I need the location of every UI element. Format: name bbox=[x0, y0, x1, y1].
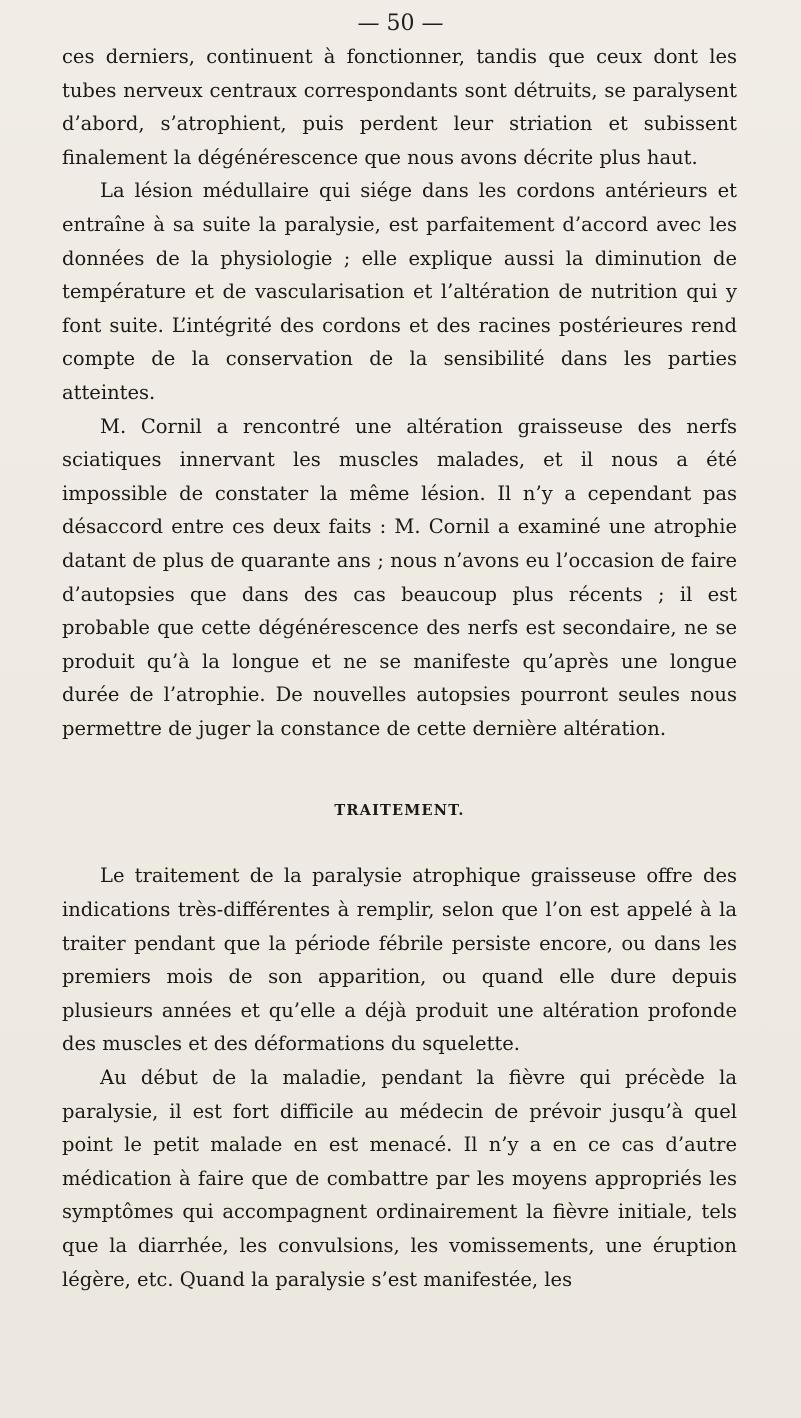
paragraph-cornil: M. Cornil a rencontré une altération graisseuse des nerfs sciatiques innervant les muscles malades, et il nous a été impossible de constater la même lésion. Il n’y a cependant pas désaccord entre ces deux faits : M. Cornil a examiné une atrophie datant de plus de quarante ans ; nous n’avons eu l’occasion de faire d’autopsies que dans des cas beaucoup plus récents ; il est probable que cette dégénérescence des nerfs est secondaire, ne se produit qu’à la longue et ne se manifeste qu’après une longue durée de l’atrophie. De nouvelles autopsies pourront seules nous permettre de juger la constance de cette dernière altération. bbox=[62, 414, 737, 740]
page-number-header: — 50 — bbox=[357, 11, 444, 36]
body-text bbox=[62, 40, 737, 1296]
paragraph-continuation: ces derniers, continuent à fonctionner, tandis que ceux dont les tubes nerveux centraux correspondants sont détruits, se paralysent d’abord, s’atrophient, puis perdent leur striation et subissent finalement la dégénérescence que nous avons décrite plus haut. bbox=[62, 45, 737, 169]
paragraph-traitement-intro: Le traitement de la paralysie atrophique graisseuse offre des indications très-différentes à remplir, selon que l’on est appelé à la traiter pendant que la période fébrile persiste encore, ou dans les premiers mois de son apparition, ou quand elle dure depuis plusieurs années et qu’elle a déjà produit une altération profonde des muscles et des déformations du squelette. bbox=[62, 864, 737, 1056]
paragraph-debut-maladie: Au début de la maladie, pendant la fièvre qui précède la paralysie, il est fort difficile au médecin de prévoir jusqu’à quel point le petit malade en est menacé. Il n’y a en ce cas d’autre médication à faire que de combattre par les moyens appropriés les symptômes qui accompagnent ordinairement la fièvre initiale, tels que la diarrhée, les convulsions, les vomissements, une éruption légère, etc. Quand la paralysie s’est manifestée, les bbox=[62, 1066, 737, 1291]
section-heading-traitement: TRAITEMENT. bbox=[334, 802, 465, 820]
paragraph-lesion-medullaire: La lésion médullaire qui siége dans les cordons antérieurs et entraîne à sa suite la paralysie, est parfaitement d’accord avec les données de la physiologie ; elle explique aussi la diminution de température et de vascularisation et l’altération de nutrition qui y font suite. L’intégrité des cordons et des racines postérieures rend compte de la conservation de la sensibilité dans les parties atteintes. bbox=[62, 179, 737, 404]
